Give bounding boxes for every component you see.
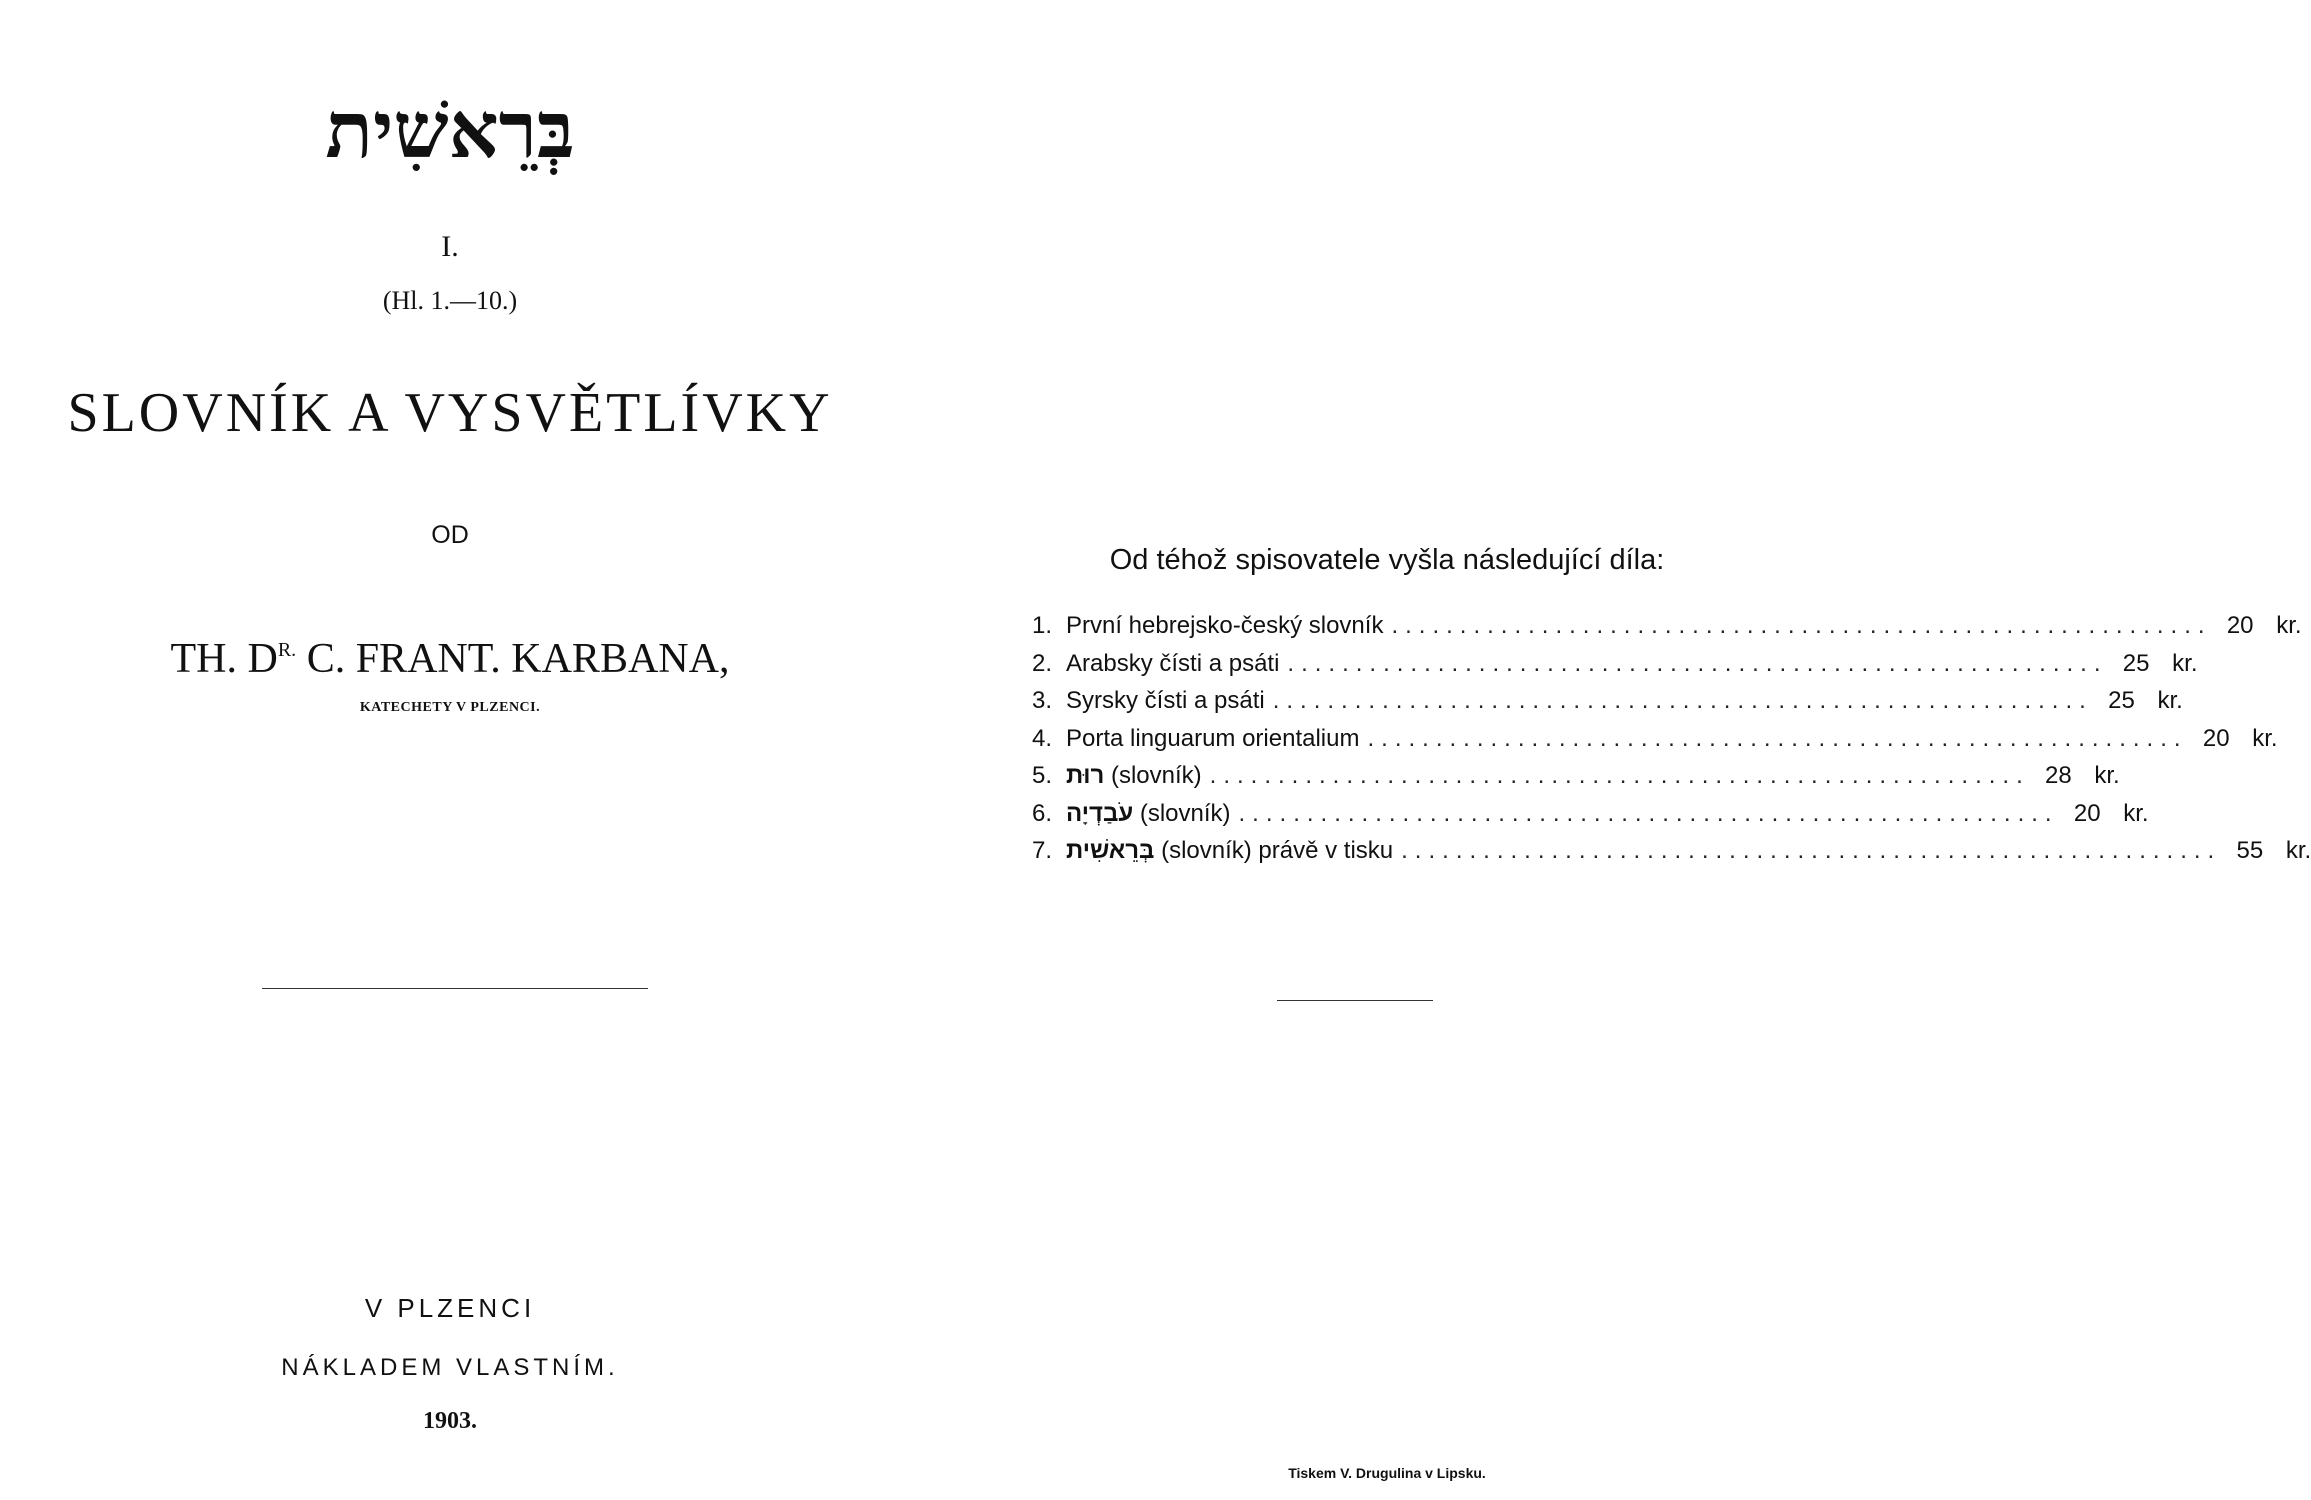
work-price: 20 (2073, 799, 2101, 827)
chapter-range: (Hl. 1.—10.) (382, 286, 518, 315)
author-title-superscript: R. (277, 639, 297, 661)
work-hebrew-title: עֹבַדְיָה (1066, 799, 1134, 827)
work-price: 28 (2045, 762, 2072, 789)
verso-page (980, 0, 2311, 1500)
leader-dots: ............................................................ (1287, 649, 2108, 677)
work-number: 6. (1032, 799, 1053, 827)
author-role: KATECHETY V PLZENCI. (359, 700, 541, 715)
work-currency: kr. (2157, 687, 2183, 714)
work-price: 25 (2108, 687, 2135, 714)
work-hebrew-title: רוּת (1066, 762, 1105, 789)
list-item (1032, 799, 2149, 838)
work-title-text: (slovník) (1104, 762, 1202, 789)
work-title (1066, 837, 1393, 865)
leader-dots: ............................................................ (1401, 837, 2222, 864)
printer-imprint: Tiskem V. Drugulina v Lipsku. (1288, 1465, 1486, 1481)
work-currency: kr. (2276, 612, 2302, 639)
work-title-text: Arabsky čísti a psáti (1066, 649, 1280, 677)
main-title: SLOVNÍK A VYSVĚTLÍVKY (67, 382, 833, 444)
list-item (1032, 687, 2183, 725)
list-item (1032, 724, 2278, 763)
work-number: 3. (1032, 687, 1053, 714)
work-title-text: (slovník) (1133, 799, 1231, 827)
work-number: 1. (1032, 612, 1053, 639)
list-item (1032, 649, 2198, 688)
leader-dots: ............................................................ (1391, 612, 2212, 639)
divider-rule (1277, 1000, 1433, 1001)
publication-year: 1903. (423, 1408, 477, 1434)
work-price: 25 (2122, 649, 2150, 677)
divider-rule (262, 988, 648, 989)
work-title-text: Syrsky čísti a psáti (1066, 687, 1265, 714)
leader-dots: ............................................................ (1209, 762, 2030, 789)
title-page (0, 0, 900, 1500)
work-hebrew-title: בְּרֵאשִׁית (1066, 837, 1155, 864)
work-title-text: Porta linguarum orientalium (1066, 724, 1360, 752)
by-label: OD (431, 521, 469, 549)
works-heading: Od téhož spisovatele vyšla následující díla: (1109, 544, 1665, 576)
author-surname: C. FRANT. KARBANA, (296, 636, 730, 682)
work-title-text: (slovník) právě v tisku (1154, 837, 1394, 864)
leader-dots: ............................................................ (1238, 799, 2059, 827)
work-title (1066, 800, 1231, 828)
work-number: 4. (1032, 724, 1053, 752)
works-list (1032, 612, 2311, 875)
work-title (1066, 650, 1279, 678)
publication-place: V PLZENCI (364, 1293, 536, 1323)
list-item (1032, 612, 2302, 650)
work-price: 55 (2236, 837, 2264, 864)
author-name (0, 638, 900, 680)
work-title-text: První hebrejsko-český slovník (1066, 612, 1384, 639)
work-price: 20 (2226, 612, 2254, 639)
work-title (1066, 612, 1383, 640)
volume-number: I. (441, 230, 459, 263)
work-title (1066, 687, 1265, 715)
work-number: 5. (1032, 762, 1053, 789)
leader-dots: ............................................................ (1367, 724, 2188, 752)
work-title (1066, 725, 1359, 753)
work-number: 2. (1032, 649, 1053, 677)
work-currency: kr. (2094, 762, 2120, 789)
work-price: 20 (2202, 724, 2230, 752)
list-item (1032, 762, 2120, 800)
author-prefix: TH. D (170, 636, 278, 682)
hebrew-title: בְּרֵאשִׁית (325, 87, 575, 174)
publisher: NÁKLADEM VLASTNÍM. (281, 1354, 619, 1381)
work-currency: kr. (2123, 799, 2149, 827)
work-title (1066, 762, 1202, 790)
work-currency: kr. (2285, 837, 2311, 864)
work-currency: kr. (2172, 649, 2198, 677)
list-item (1032, 837, 2311, 875)
work-number: 7. (1032, 837, 1053, 864)
work-currency: kr. (2252, 724, 2278, 752)
leader-dots: ............................................................ (1272, 687, 2093, 714)
